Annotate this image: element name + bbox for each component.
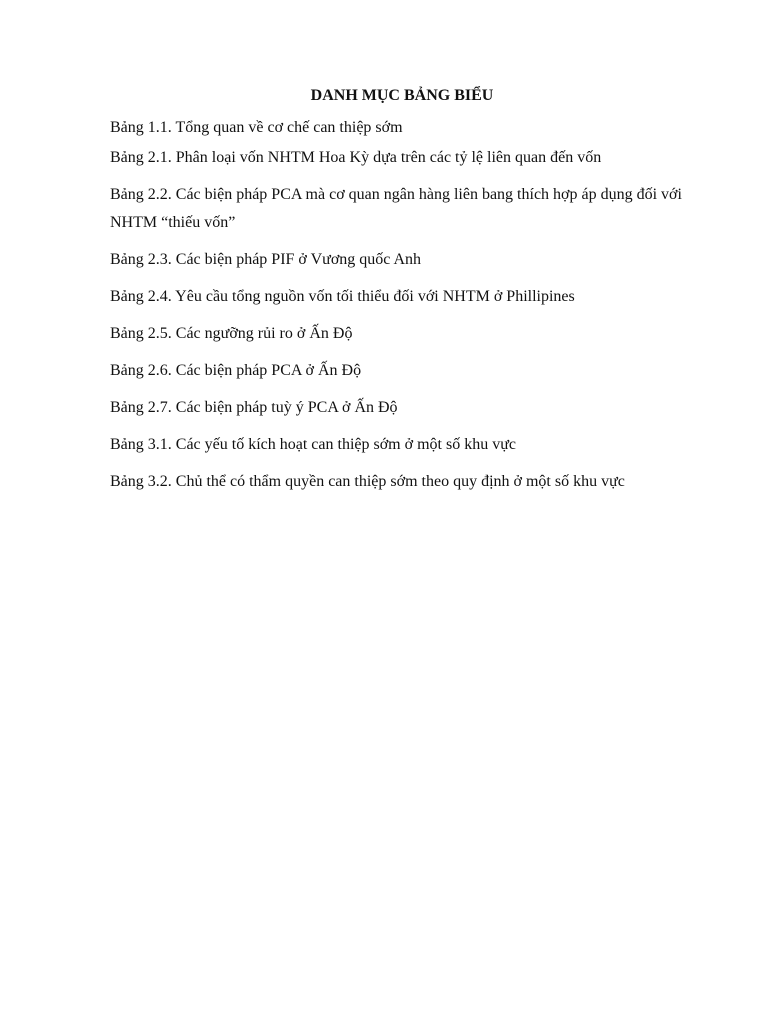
- table-entry: Bảng 2.1. Phân loại vốn NHTM Hoa Kỳ dựa trên các tỷ lệ liên quan đến vốn: [110, 149, 602, 166]
- table-entry: Bảng 2.5. Các ngưỡng rủi ro ở Ấn Độ: [110, 325, 353, 342]
- page-title: DANH MỤC BẢNG BIỂU: [310, 87, 494, 104]
- table-entry: Bảng 1.1. Tổng quan về cơ chế can thiệp sớm: [110, 119, 403, 136]
- table-list: [110, 114, 700, 496]
- table-entry: Bảng 2.7. Các biện pháp tuỳ ý PCA ở Ấn Độ: [110, 399, 398, 416]
- table-entry: Bảng 2.4. Yêu cầu tổng nguồn vốn tối thiểu đối với NHTM ở Phillipines: [110, 288, 575, 305]
- table-entry: Bảng 3.2. Chủ thể có thẩm quyền can thiệp sớm theo quy định ở một số khu vực: [110, 473, 625, 490]
- table-entry: Bảng 3.1. Các yếu tố kích hoạt can thiệp sớm ở một số khu vực: [110, 436, 516, 453]
- table-entry: Bảng 2.6. Các biện pháp PCA ở Ấn Độ: [110, 362, 362, 379]
- table-entry: Bảng 2.3. Các biện pháp PIF ở Vương quốc Anh: [110, 251, 422, 268]
- table-entry: Bảng 2.2. Các biện pháp PCA mà cơ quan ngân hàng liên bang thích hợp áp dụng đối với NHTM “thiếu vốn”: [110, 186, 682, 231]
